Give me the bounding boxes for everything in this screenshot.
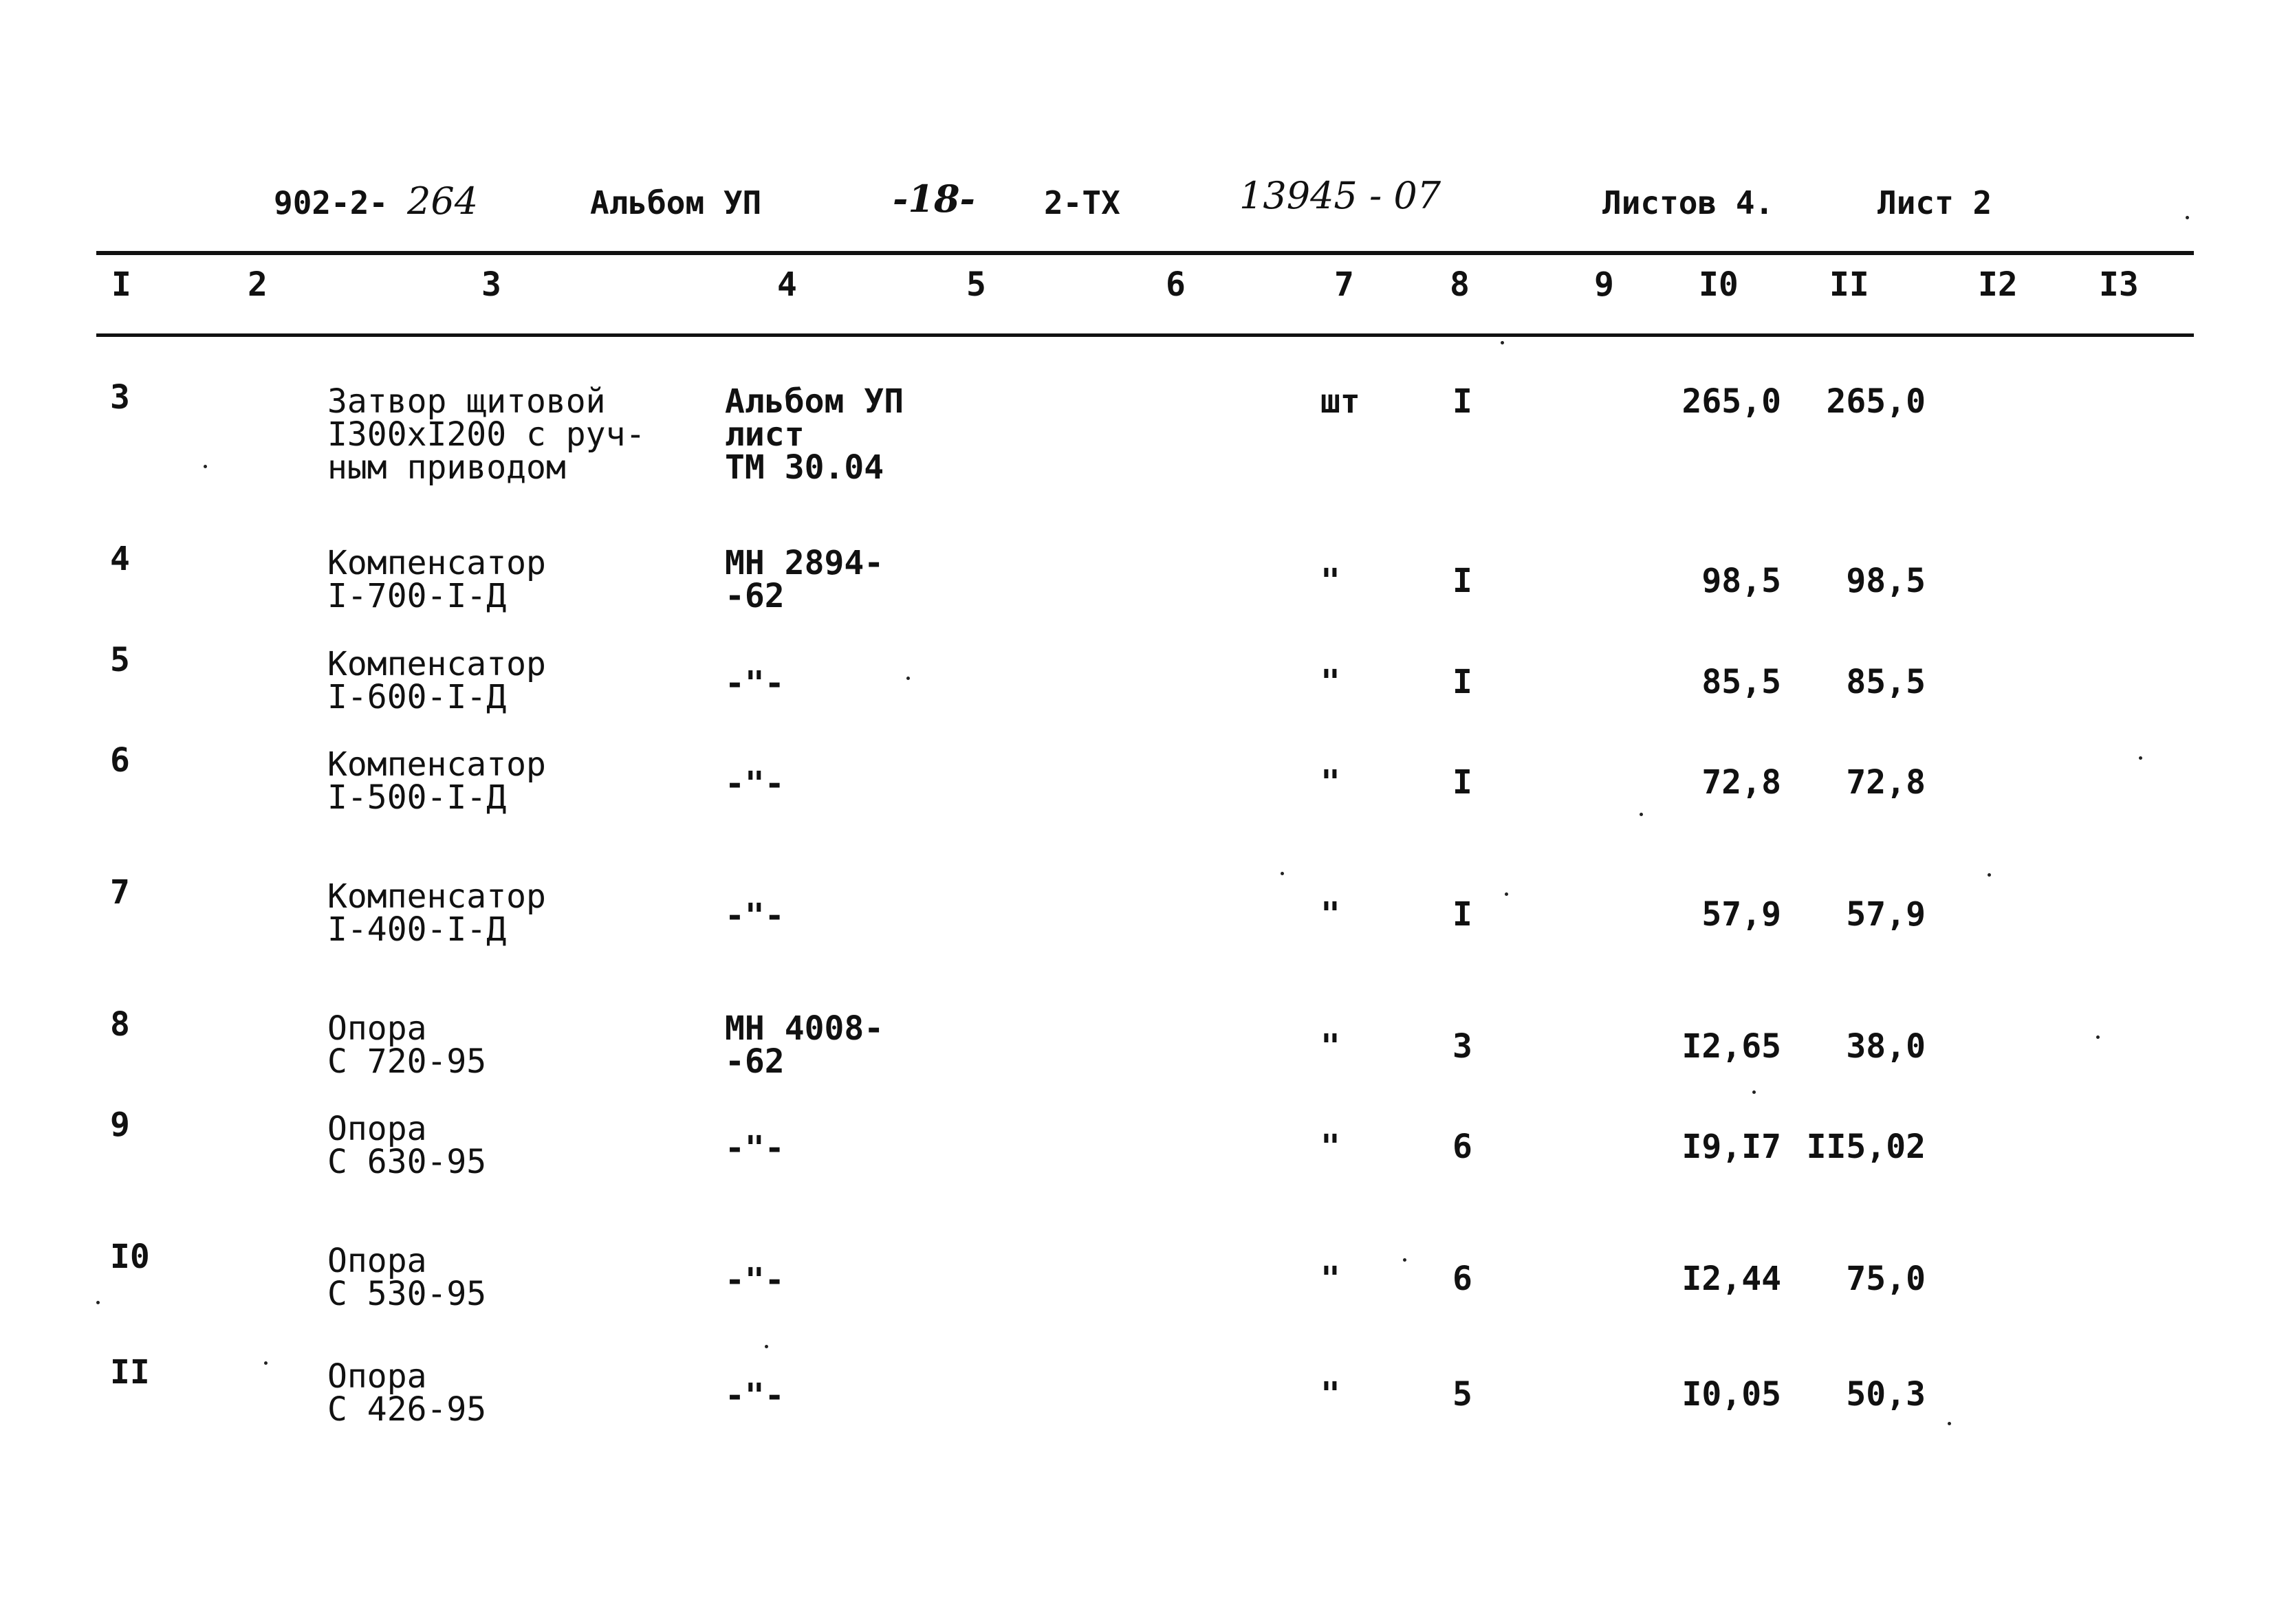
quantity: 6 <box>1452 1128 1472 1166</box>
column-number-10: I0 <box>1699 265 1739 304</box>
section-code: 2-ТХ <box>1044 184 1120 221</box>
quantity: 6 <box>1452 1260 1472 1298</box>
scan-speck <box>2139 756 2142 760</box>
item-name: Опора С 630-95 <box>327 1110 487 1181</box>
unit: " <box>1320 1027 1340 1066</box>
row-number: 5 <box>110 641 130 679</box>
unit-weight: I9,I7 <box>1681 1128 1781 1166</box>
unit: " <box>1320 763 1340 802</box>
row-number: 6 <box>110 741 130 780</box>
quantity: I <box>1452 895 1472 934</box>
quantity: 3 <box>1452 1027 1472 1066</box>
item-name: Компенсатор I-700-I-Д <box>327 544 546 615</box>
total-weight: 265,0 <box>1826 382 1926 421</box>
column-number-11: II <box>1829 265 1869 304</box>
item-name: Затвор щитовой I300xI200 с руч- ным приводом <box>327 382 646 487</box>
total-weight: 85,5 <box>1846 663 1926 701</box>
scan-speck <box>264 1361 268 1365</box>
column-number-4: 4 <box>777 265 797 304</box>
total-weight: 50,3 <box>1846 1375 1926 1414</box>
unit: шт <box>1320 382 1360 421</box>
unit-weight: 265,0 <box>1681 382 1781 421</box>
reference-doc: МН 4008- -62 <box>725 1009 884 1081</box>
row-number: I0 <box>110 1238 150 1276</box>
column-number-2: 2 <box>248 265 268 304</box>
column-number-6: 6 <box>1166 265 1186 304</box>
unit-weight: I2,65 <box>1681 1027 1781 1066</box>
unit: " <box>1320 1260 1340 1298</box>
quantity: I <box>1452 763 1472 802</box>
row-number: 4 <box>110 540 130 578</box>
scan-speck <box>1403 1258 1406 1262</box>
item-name: Опора С 426-95 <box>327 1357 487 1429</box>
column-number-5: 5 <box>966 265 986 304</box>
column-number-12: I2 <box>1978 265 2018 304</box>
total-weight: II5,02 <box>1806 1128 1926 1166</box>
unit-weight: 85,5 <box>1701 663 1781 701</box>
scan-speck <box>765 1345 768 1348</box>
scan-speck <box>1640 813 1643 816</box>
unit-weight: 57,9 <box>1701 895 1781 934</box>
reference-doc: -"- <box>725 664 785 703</box>
inventory-number: 13945 - 07 <box>1239 174 1441 217</box>
reference-doc: -"- <box>725 897 785 935</box>
row-number: 8 <box>110 1005 130 1044</box>
reference-doc: -"- <box>725 1376 785 1415</box>
column-number-8: 8 <box>1450 265 1470 304</box>
column-number-7: 7 <box>1334 265 1354 304</box>
item-name: Компенсатор I-400-I-Д <box>327 877 546 949</box>
album-label: Альбом УП <box>590 184 762 221</box>
item-name: Компенсатор I-500-I-Д <box>327 745 546 817</box>
unit-weight: I2,44 <box>1681 1260 1781 1298</box>
unit-weight: 72,8 <box>1701 763 1781 802</box>
table-header-rule <box>96 333 2194 337</box>
document-code: 902-2- <box>274 184 389 221</box>
sheets-total: Листов 4. <box>1602 184 1774 221</box>
scan-speck <box>1752 1090 1756 1094</box>
total-weight: 75,0 <box>1846 1260 1926 1298</box>
scan-speck <box>1501 341 1504 344</box>
scan-speck <box>96 1301 100 1304</box>
unit: " <box>1320 663 1340 701</box>
reference-doc: -"- <box>725 1129 785 1167</box>
scan-speck <box>204 465 207 468</box>
total-weight: 57,9 <box>1846 895 1926 934</box>
column-number-9: 9 <box>1594 265 1614 304</box>
quantity: I <box>1452 562 1472 600</box>
unit: " <box>1320 1375 1340 1414</box>
item-name: Компенсатор I-600-I-Д <box>327 645 546 716</box>
unit-weight: 98,5 <box>1701 562 1781 600</box>
item-name: Опора С 720-95 <box>327 1009 487 1081</box>
column-number-3: 3 <box>481 265 501 304</box>
quantity: 5 <box>1452 1375 1472 1414</box>
row-number: II <box>110 1353 150 1392</box>
column-number-1: I <box>111 265 131 304</box>
scan-speck <box>2186 216 2189 219</box>
scan-speck <box>1281 872 1284 875</box>
scan-speck <box>1948 1422 1951 1425</box>
reference-doc: МН 2894- -62 <box>725 544 884 615</box>
reference-doc: Альбом УП лист ТМ 30.04 <box>725 382 904 487</box>
unit: " <box>1320 1128 1340 1166</box>
scan-speck <box>2096 1035 2100 1039</box>
quantity: I <box>1452 663 1472 701</box>
quantity: I <box>1452 382 1472 421</box>
row-number: 3 <box>110 378 130 417</box>
total-weight: 98,5 <box>1846 562 1926 600</box>
scan-speck <box>1988 873 1991 877</box>
table-top-rule <box>96 251 2194 255</box>
row-number: 9 <box>110 1106 130 1144</box>
total-weight: 38,0 <box>1846 1027 1926 1066</box>
unit: " <box>1320 895 1340 934</box>
scan-speck <box>906 677 910 680</box>
sheet-number: Лист 2 <box>1877 184 1992 221</box>
total-weight: 72,8 <box>1846 763 1926 802</box>
page-mark: -18- <box>893 177 975 221</box>
reference-doc: -"- <box>725 1261 785 1299</box>
unit-weight: I0,05 <box>1681 1375 1781 1414</box>
reference-doc: -"- <box>725 765 785 803</box>
scan-speck <box>1505 892 1508 896</box>
unit: " <box>1320 562 1340 600</box>
item-name: Опора С 530-95 <box>327 1242 487 1313</box>
column-number-13: I3 <box>2099 265 2139 304</box>
document-code-handwritten: 264 <box>407 179 479 223</box>
row-number: 7 <box>110 873 130 912</box>
